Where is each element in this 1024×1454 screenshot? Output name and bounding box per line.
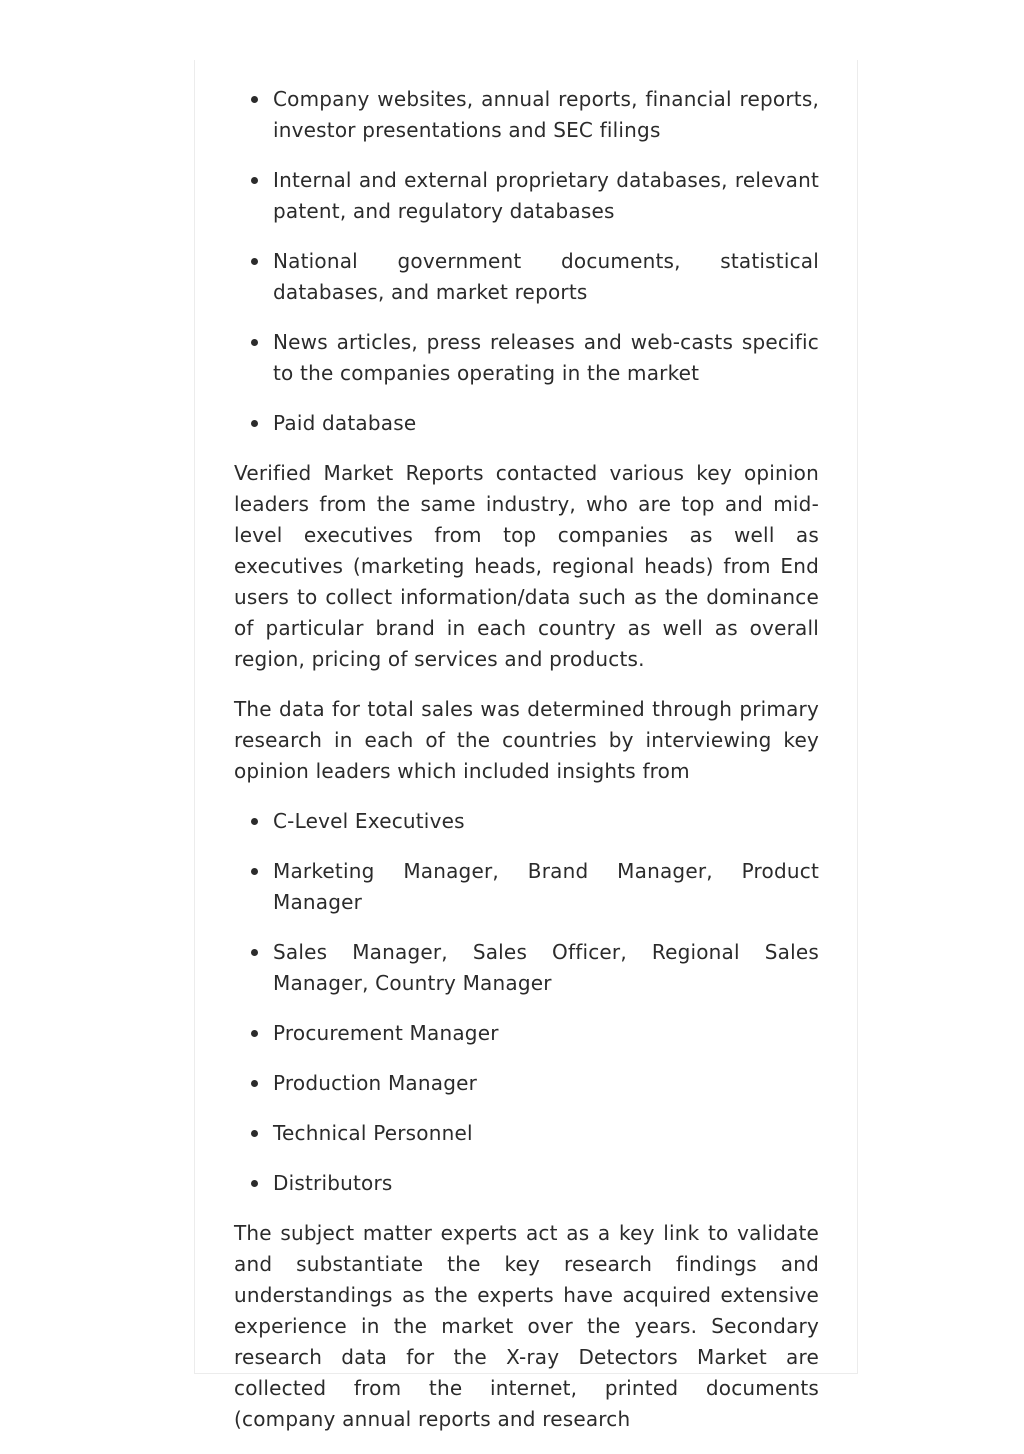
list-item	[234, 806, 819, 837]
bullet-icon	[251, 258, 258, 265]
list-item-text: Technical Personnel	[273, 1121, 473, 1145]
bullet-icon	[251, 339, 258, 346]
sources-list	[234, 84, 819, 439]
bullet-icon	[251, 818, 258, 825]
bullet-icon	[251, 949, 258, 956]
document-page	[194, 60, 858, 1431]
bullet-icon	[251, 1030, 258, 1037]
bullet-icon	[251, 420, 258, 427]
list-item-text: Internal and external proprietary databases, relevant patent, and regulatory databases	[273, 168, 819, 223]
list-item	[234, 246, 819, 308]
kol-paragraph: Verified Market Reports contacted various key opinion leaders from the same industry, who are top and mid-level executives from top companies as well as executives (marketing heads, regional heads) from End users to collect information/data such as the dominance of particular brand in each country as well as overall region, pricing of services and products.	[234, 461, 819, 671]
list-item	[234, 327, 819, 389]
list-item	[234, 84, 819, 146]
bullet-icon	[251, 1180, 258, 1187]
list-item	[234, 1168, 819, 1199]
list-item	[234, 937, 819, 999]
list-item	[234, 1068, 819, 1099]
list-item-text: Company websites, annual reports, financial reports, investor presentations and SEC filings	[273, 87, 819, 142]
list-item	[234, 408, 819, 439]
experts-paragraph: The subject matter experts act as a key link to validate and substantiate the key research findings and understandings as the experts have acquired extensive experience in the market over the years. Secondary research data for the X-ray Detectors Market are collected from the internet, printed documents (company annual reports and research	[234, 1221, 819, 1431]
list-item-text: Production Manager	[273, 1071, 478, 1095]
bullet-icon	[251, 177, 258, 184]
list-item-text: Distributors	[273, 1171, 393, 1195]
list-item-text: National government documents, statistical databases, and market reports	[273, 249, 819, 304]
bullet-icon	[251, 96, 258, 103]
list-item-text: Sales Manager, Sales Officer, Regional Sales Manager, Country Manager	[273, 940, 819, 995]
list-item-text: News articles, press releases and web-casts specific to the companies operating in the market	[273, 330, 819, 385]
list-item	[234, 165, 819, 227]
bullet-icon	[251, 868, 258, 875]
list-item	[234, 856, 819, 918]
list-item	[234, 1018, 819, 1049]
list-item-text: Procurement Manager	[273, 1021, 499, 1045]
list-item-text: C-Level Executives	[273, 809, 465, 833]
bullet-icon	[251, 1080, 258, 1087]
roles-list	[234, 806, 819, 1199]
document-content	[234, 84, 819, 1454]
bullet-icon	[251, 1130, 258, 1137]
sales-paragraph: The data for total sales was determined through primary research in each of the countries by interviewing key opinion leaders which included insights from	[234, 697, 819, 783]
list-item-text: Marketing Manager, Brand Manager, Product Manager	[273, 859, 819, 914]
list-item-text: Paid database	[273, 411, 417, 435]
list-item	[234, 1118, 819, 1149]
